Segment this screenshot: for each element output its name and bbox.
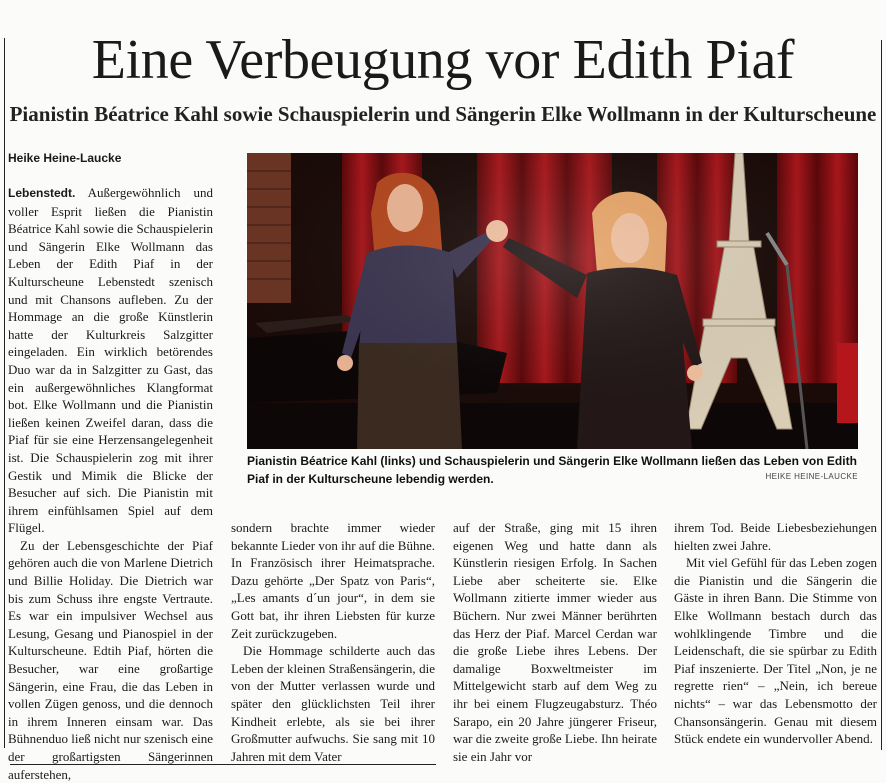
right-column-rule: [881, 40, 882, 750]
left-column-rule: [4, 38, 5, 748]
bottom-rule: [10, 764, 436, 765]
column-3: [453, 519, 657, 765]
column-4: [674, 519, 877, 748]
photo-caption: Pianistin Béatrice Kahl (links) und Schauspielerin und Sängerin Elke Wollmann ließen das Leben von Edith Piaf in der Kulturscheune lebendig werden.: [247, 454, 857, 486]
paragraph-7: Mit viel Gefühl für das Leben zogen die Pianistin und die Sängerin die Gäste in ihren Bann. Die Stimme von Elke Wollmann bestach durch das wohlklingende Timbre und die Leidenschaft, die sie spürbar zu Edith Piaf inszenierte. Der Titel „Non, je ne regrette rien“ – „Nein, ich bereue nichts“ – war das Lebensmotto der Chansonsängerin. Genau mit diesem Stück endete ein wundervoller Abend.: [674, 555, 877, 747]
photo-credit: HEIKE HEINE-LAUCKE: [765, 472, 858, 481]
column-1: [8, 184, 213, 783]
paragraph-5: auf der Straße, ging mit 15 ihren eigenen Weg und hatte dann als Künstlerin riesigen Erfolg. In Sachen Liebe aber scheiterte sie. Elke Wollmann zitierte immer wieder aus Büchern. Nur zwei Männer berührten das Herz der Piaf. Marcel Cerdan war die große Liebe ihres Lebens. Der damalige Boxweltmeister im Mittelgewicht starb auf dem Weg zu ihr bei einem Flugzeugabsturz. Théo Sarapo, ein 20 Jahre jüngerer Friseur, war die zweite große Liebe. Ihn heirate sie ein Jahr vor: [453, 520, 657, 764]
dateline: Lebenstedt.: [8, 186, 76, 200]
paragraph-6: ihrem Tod. Beide Liebesbeziehungen hielten zwei Jahre.: [674, 520, 877, 553]
paragraph-4: Die Hommage schilderte auch das Leben der kleinen Straßensängerin, die von der Mutter verlassen wurde und später den glücklichsten Teil ihrer Kindheit erlebte, als sie bei ihrer Großmutter aufwuchs. Sie sang mit 10 Jahren mit dem Vater: [231, 643, 435, 764]
subheadline: Pianistin Béatrice Kahl sowie Schauspielerin und Sängerin Elke Wollmann in der Kulturscheune: [9, 102, 877, 126]
intro-paragraph: Außergewöhnlich und voller Esprit ließen die Pianistin Béatrice Kahl sowie die Schauspielerin und Sängerin Elke Wollmann das Leben der Edith Piaf in der Kulturscheune Lebenstedt szenisch und mit Chansons aufleben. Zu der Hommage an die große Künstlerin hatte der Kulturkreis Salzgitter eingeladen. Ein wirklich betörendes Duo war da in Salzgitter zu Gast, das ein außergewöhnliches Klangformat bot. Elke Wollmann und die Pianistin ließen keinen Zweifel daran, dass die Piaf für sie eine Herzensangelegenheit ist. Die Schauspielerin zog mit ihrer Gestik und Mimik die Blicke der Besucher auf sich. Die Pianistin mit ihrem einfühlsamen Spiel auf dem Flügel.: [8, 185, 213, 536]
paragraph-2: Zu der Lebensgeschichte der Piaf gehören auch die von Marlene Dietrich und Billie Holiday. Die Dietrich war bis zum Schuss ihre engste Vertraute. Es war ein impulsiver Wechsel aus Lesung, Gesang und Pianospiel in der Kulturscheune. Edtih Piaf, hörten die Besucher, war eine großartige Sängerin, eine Frau, die das Leben in vollen Zügen genoss, und die dennoch in ihrem Inneren einsam war. Das Bühnenduo ließ nicht nur szenisch eine der großartigsten Sängerinnen auferstehen,: [8, 537, 213, 782]
column-2: [231, 519, 435, 765]
paragraph-3: sondern brachte immer wieder bekannte Lieder von ihr auf die Bühne. In Französisch ihrer Heimatsprache. Dazu gehörte „Der Spatz von Paris“, „Les amants d´un jour“, in dem sie Gott bat, ihr ihren Liebsten für kurze Zeit zurückzugeben.: [231, 520, 435, 641]
headline: Eine Verbeugung vor Edith Piaf: [91, 29, 795, 91]
author-byline: Heike Heine-Laucke: [8, 151, 122, 165]
article-photo: [247, 153, 858, 449]
